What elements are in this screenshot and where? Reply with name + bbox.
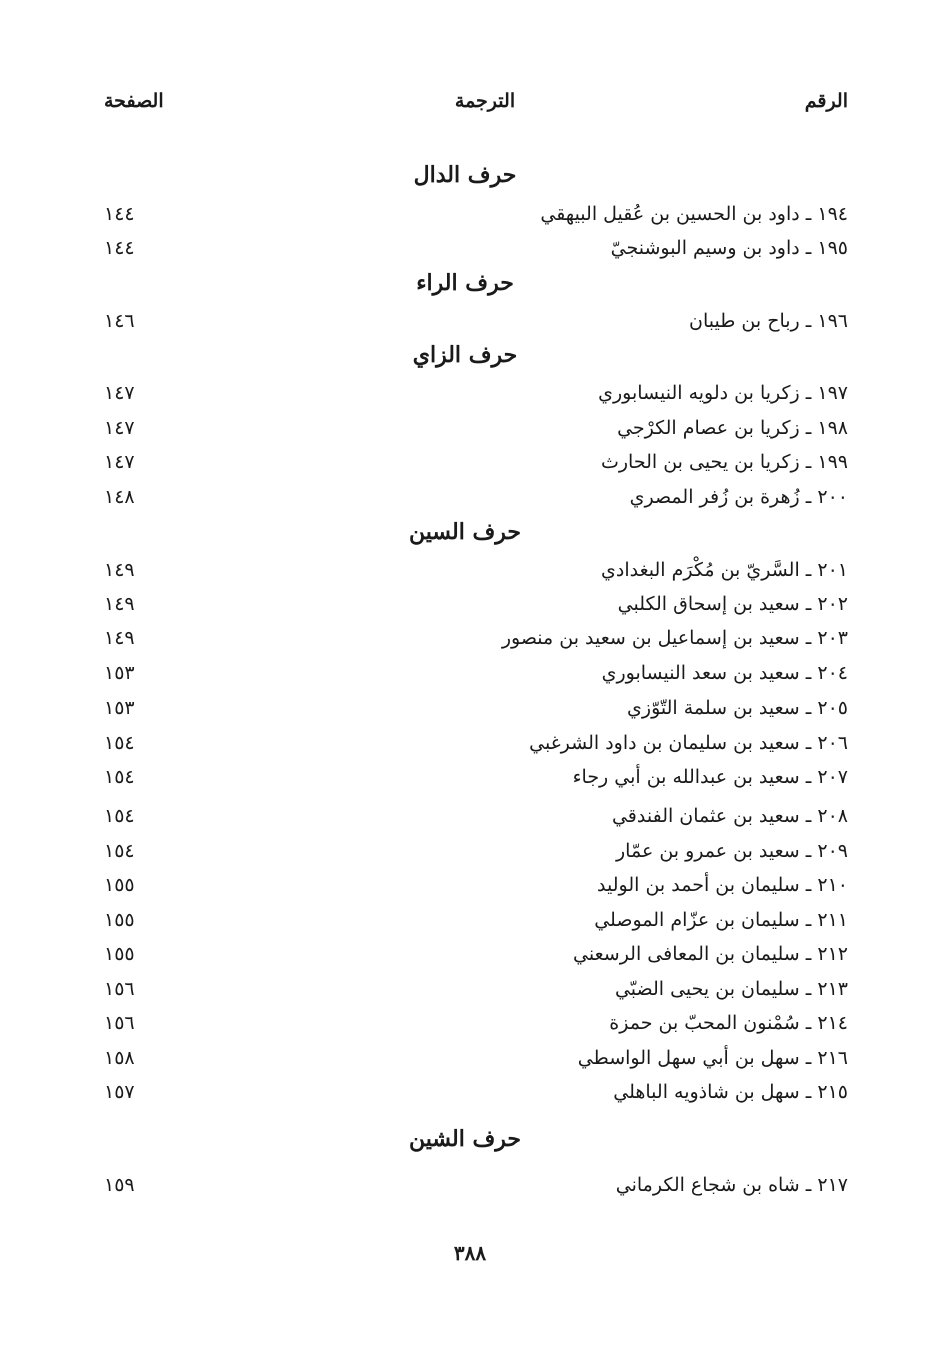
entry-217-text: ٢١٧ ـ شاه بن شجاع الكرماني: [615, 1174, 848, 1196]
entry-212-page: ١٥٥: [104, 943, 135, 965]
section-title-dal: حرف الدال: [413, 162, 517, 188]
section-title-sin: حرف السين: [408, 519, 522, 545]
section-title-shin: حرف الشين: [408, 1126, 522, 1152]
entry-194-text: ١٩٤ ـ داود بن الحسين بن عُقيل البيهقي: [540, 203, 848, 225]
entry-196-page: ١٤٦: [104, 310, 135, 332]
entry-211-page: ١٥٥: [104, 909, 135, 931]
entry-199-page: ١٤٧: [104, 451, 135, 473]
entry-209-page: ١٥٤: [104, 840, 135, 862]
entry-215-page: ١٥٧: [104, 1081, 135, 1103]
entry-199-text: ١٩٩ ـ زكريا بن يحيى بن الحارث: [600, 451, 848, 473]
section-title-zay: حرف الزاي: [412, 342, 518, 368]
page-number: ٣٨٨: [453, 1241, 487, 1265]
entry-215-text: ٢١٥ ـ سهل بن شاذويه الباهلي: [613, 1081, 848, 1103]
entry-197-page: ١٤٧: [104, 382, 135, 404]
entry-194-page: ١٤٤: [104, 203, 135, 225]
entry-216-page: ١٥٨: [104, 1047, 135, 1069]
entry-213-text: ٢١٣ ـ سليمان بن يحيى الضبّي: [614, 978, 848, 1000]
entry-204-page: ١٥٣: [104, 662, 135, 684]
entry-211-text: ٢١١ ـ سليمان بن عزّام الموصلي: [594, 909, 848, 931]
entry-201-page: ١٤٩: [104, 559, 135, 581]
entry-210-text: ٢١٠ ـ سليمان بن أحمد بن الوليد: [597, 874, 848, 896]
entry-200-text: ٢٠٠ ـ زُهرة بن زُفر المصري: [629, 486, 848, 508]
section-title-ra: حرف الراء: [416, 270, 514, 296]
header-entry-label: الترجمة: [454, 90, 516, 112]
entry-207-text: ٢٠٧ ـ سعيد بن عبدالله بن أبي رجاء: [572, 766, 848, 788]
entry-214-text: ٢١٤ ـ سُمْنون المحبّ بن حمزة: [609, 1012, 848, 1034]
entry-203-text: ٢٠٣ ـ سعيد بن إسماعيل بن سعيد بن منصور: [501, 627, 848, 649]
entry-206-text: ٢٠٦ ـ سعيد بن سليمان بن داود الشرغبي: [529, 732, 848, 754]
entry-197-text: ١٩٧ ـ زكريا بن دلويه النيسابوري: [598, 382, 848, 404]
entry-198-text: ١٩٨ ـ زكريا بن عصام الكرْجي: [617, 417, 848, 439]
entry-210-page: ١٥٥: [104, 874, 135, 896]
entry-200-page: ١٤٨: [104, 486, 135, 508]
entry-204-text: ٢٠٤ ـ سعيد بن سعد النيسابوري: [601, 662, 848, 684]
entry-208-page: ١٥٤: [104, 805, 135, 827]
entry-202-text: ٢٠٢ ـ سعيد بن إسحاق الكلبي: [617, 593, 848, 615]
entry-205-page: ١٥٣: [104, 697, 135, 719]
entry-205-text: ٢٠٥ ـ سعيد بن سلمة التّوّزي: [627, 697, 848, 719]
entry-195-page: ١٤٤: [104, 237, 135, 259]
entry-201-text: ٢٠١ ـ السَّريّ بن مُكْرَم البغدادي: [601, 559, 848, 581]
entry-217-page: ١٥٩: [104, 1174, 135, 1196]
entry-214-page: ١٥٦: [104, 1012, 135, 1034]
entry-207-page: ١٥٤: [104, 766, 135, 788]
entry-213-page: ١٥٦: [104, 978, 135, 1000]
entry-216-text: ٢١٦ ـ سهل بن أبي سهل الواسطي: [577, 1047, 848, 1069]
entry-206-page: ١٥٤: [104, 732, 135, 754]
entry-203-page: ١٤٩: [104, 627, 135, 649]
entry-202-page: ١٤٩: [104, 593, 135, 615]
entry-198-page: ١٤٧: [104, 417, 135, 439]
entry-209-text: ٢٠٩ ـ سعيد بن عمرو بن عمّار: [616, 840, 848, 862]
entry-196-text: ١٩٦ ـ رباح بن طيبان: [689, 310, 848, 332]
entry-208-text: ٢٠٨ ـ سعيد بن عثمان الفندقي: [611, 805, 848, 827]
entry-212-text: ٢١٢ ـ سليمان بن المعافى الرسعني: [573, 943, 848, 965]
header-number-label: الرقم: [804, 90, 848, 112]
header-page-label: الصفحة: [104, 90, 164, 112]
entry-195-text: ١٩٥ ـ داود بن وسيم البوشنجيّ: [610, 237, 848, 259]
